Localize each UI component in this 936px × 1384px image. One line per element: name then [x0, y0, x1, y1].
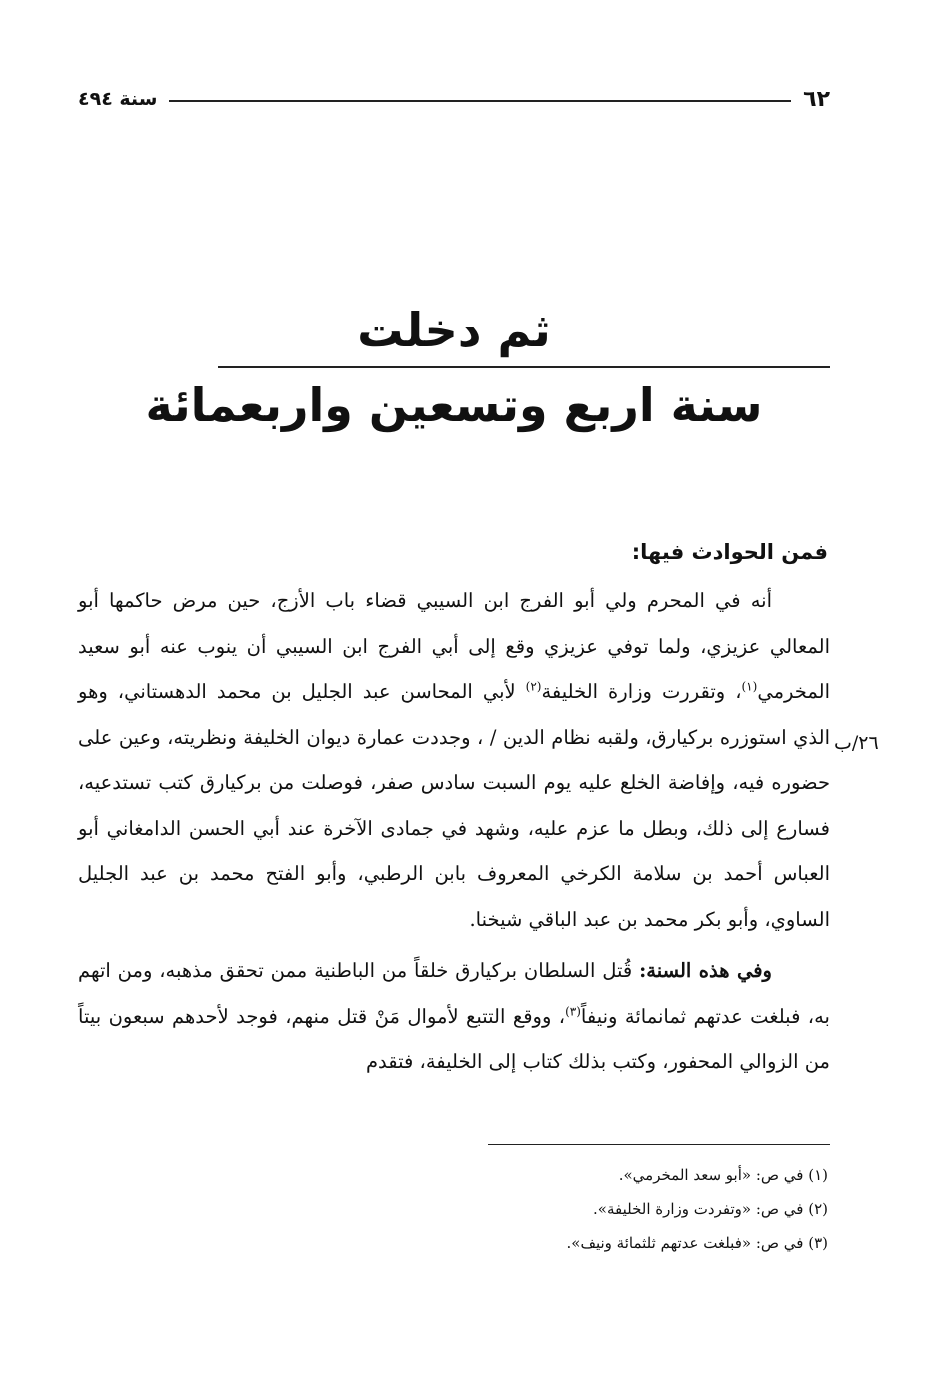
body-text: [78, 578, 830, 1085]
manuscript-folio-note: ٢٦/ب: [834, 732, 879, 754]
footnotes: [128, 1158, 828, 1260]
title-divider: [218, 366, 830, 368]
section-heading: فمن الحوادث فيها:: [631, 540, 828, 564]
paragraph-1-part-1: أنه في المحرم ولي أبو الفرج ابن السيبي قضاء باب الأزج، حين مرض حاكمها أبو المعالي عزيزي، ولما توفي عزيزي وقع إلى أبي الفرج ابن السيبي أن ينوب عنه أبو سعيد المخرمي: [78, 589, 830, 703]
footnote-ref-1[interactable]: (١): [741, 679, 758, 694]
footnote-divider: [488, 1144, 830, 1145]
page-number: ٦٢: [803, 86, 830, 112]
paragraph-2-lead: وفي هذه السنة:: [639, 959, 772, 982]
paragraph-1-part-3: لأبي المحاسن عبد الجليل بن محمد الدهستاني، وهو الذي استوزره بركيارق، ولقبه نظام الدين / ، وجددت عمارة ديوان الخليفة ونظريته، وعين على حضوره فيه، وإفاضة الخلع عليه يوم السبت سادس صفر، فوصلت من بركيارق كتب تستدعيه، فسارع إلى ذلك، وبطل ما عزم عليه، وشهد في جمادى الآخرة عند أبي الحسن الدامغاني أبو العباس أحمد بن سلامة الكرخي المعروف بابن الرطبي، وأبو الفتح محمد بن عبد الجليل الساوي، وأبو بكر محمد بن عبد الباقي شيخنا.: [78, 680, 830, 931]
chapter-title-line2: سنة اربع وتسعين واربعمائة: [145, 378, 763, 432]
paragraph-2: [78, 948, 830, 1085]
paragraph-1-part-2: ، وتقررت وزارة الخليفة: [541, 680, 742, 703]
footnote-ref-2[interactable]: (٢): [525, 679, 542, 694]
year-label: سنة ٤٩٤: [78, 88, 158, 110]
footnote-2: (٢) في ص: «وتفردت وزارة الخليفة».: [593, 1200, 828, 1218]
footnote-1: (١) في ص: «أبو سعد المخرمي».: [618, 1166, 828, 1184]
chapter-title-line1: ثم دخلت: [357, 303, 551, 357]
paragraph-2-part-1: قُتل السلطان بركيارق خلقاً من الباطنية ممن تحقق مذهبه، ومن اتهم به، فبلغت عدتهم ثمانمائة ونيفاً: [78, 959, 830, 1028]
running-header: [78, 84, 830, 114]
footnote-ref-3[interactable]: (٣): [565, 1004, 581, 1018]
footnote-3: (٣) في ص: «فبلغت عدتهم ثلثمائة ونيف».: [566, 1234, 828, 1252]
header-rule: [169, 100, 791, 102]
paragraph-1: [78, 578, 830, 942]
paragraph-2-part-2: ، ووقع التتبع لأموال مَنْ قتل منهم، فوجد لأحدهم سبعون بيتاً من الزوالي المحفور، وكتب بذلك كتاب إلى الخليفة، فتقدم: [78, 1004, 830, 1073]
